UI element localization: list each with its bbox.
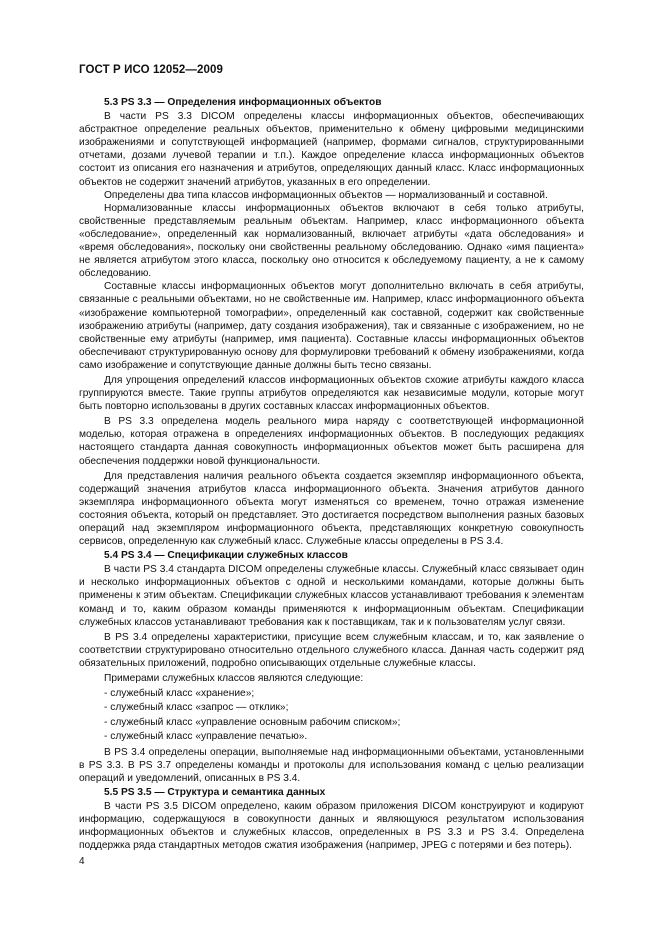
section-heading: 5.3 PS 3.3 — Определения информационных объектов <box>104 97 382 108</box>
list-item: - служебный класс «запрос — отклик»; <box>104 702 289 714</box>
paragraph: Нормализованные классы информационных объектов включают в себя только атрибуты, свойственные представляемым реальным объектам. Например, класс информационного объекта «обследование», определенный как нормализованный, включает атрибуты «дата обследования» и «время обследования», поскольку они свойственны реальному обследованию. Однако «имя пациента» не является атрибутом этого класса, поскольку оно относится к обследуемому пациенту, а не к самому обследованию. <box>79 202 584 280</box>
page-body <box>79 95 584 852</box>
list-item: - служебный класс «управление основным рабочим списком»; <box>104 716 401 728</box>
paragraph: В PS 3.4 определены операции, выполняемые над информационными объектами, установленными в PS 3.3. В PS 3.7 определены команды и протоколы для использования команд с целью реализации операций и уведомлений, описанных в PS 3.4. <box>79 746 584 784</box>
paragraph: Примерами служебных классов являются следующие: <box>104 673 364 685</box>
page-number: 4 <box>79 856 85 867</box>
paragraph: В части PS 3.3 DICOM определены классы информационных объектов, обеспечивающих абстрактное определение реальных объектов, применительно к обмену цифровыми медицинскими изображениями и сопутствующей информацией (например, формами сигналов, структурированными отчетами, дозами лучевой терапии и т.п.). Каждое определение класса информационных объектов состоит из описания его назначения и атрибутов, определяющих данный класс. Класс информационных объектов не содержит значений атрибутов, указанных в его определении. <box>79 111 584 188</box>
paragraph: Для упрощения определений классов информационных объектов схожие атрибуты каждого класса группируются вместе. Такие группы атрибутов определяются как независимые модули, которые могут быть повторно использованы в других составных классах информационных объектов. <box>79 374 584 413</box>
list-item: - служебный класс «хранение»; <box>104 687 255 699</box>
page-header: ГОСТ Р ИСО 12052—2009 <box>79 64 224 76</box>
paragraph: В PS 3.4 определены характеристики, присущие всем служебным классам, и то, как заявление о соответствии структурировано относительно отдельного служебного класса. Данная часть содержит ряд обязательных приложений, подробно описывающих отдельные служебные классы. <box>79 631 584 669</box>
list-item: - служебный класс «управление печатью». <box>104 731 308 743</box>
section-heading: 5.4 PS 3.4 — Спецификации служебных классов <box>104 550 348 562</box>
paragraph: Для представления наличия реального объекта создается экземпляр информационного объекта, содержащий значения атрибутов класса информационного объекта. Значения атрибутов данного экземпляра информационного объекта могут изменяться со временем, точно отражая изменение состояния объекта, который он представляет. Это достигается посредством выполнения разных базовых операций над экземпляром информационного объекта, представляющих конкретную совокупность сервисов, определенную как служебный класс. Служебные классы определены в PS 3.4. <box>79 470 584 548</box>
paragraph: В части PS 3.5 DICOM определено, каким образом приложения DICOM конструируют и кодируют информацию, содержащуюся в совокупности данных и являющуюся результатом использования информационных объектов и служебных классов, определенных в PS 3.3 и PS 3.4. Определена поддержка ряда стандартных методов сжатия изображения (например, JPEG с потерями и без потерь). <box>79 800 584 852</box>
paragraph: В части PS 3.4 стандарта DICOM определены служебные классы. Служебный класс связывает один и несколько информационных объектов с одной и несколькими командами, которые должны быть применены к этим объектам. Спецификации служебных классов устанавливают требования к элементам команд и то, каким образом команды применяются к информационным объектам. Спецификации служебных классов устанавливают требования как к поставщикам, так и к пользователям услуг связи. <box>79 564 584 628</box>
paragraph: Определены два типа классов информационных объектов — нормализованный и составной. <box>104 189 548 201</box>
paragraph: В PS 3.3 определена модель реального мира наряду с соответствующей информационной моделью, которая отражена в определениях информационных объектов. В последующих редакциях настоящего стандарта данная совокупность информационных объектов может быть расширена для обеспечения поддержки новой функциональности. <box>79 416 584 467</box>
section-heading: 5.5 PS 3.5 — Структура и семантика данных <box>104 786 326 798</box>
paragraph: Составные классы информационных объектов могут дополнительно включать в себя атрибуты, связанные с реальными объектами, но не свойственные им. Например, класс информационного объекта «изображение компьютерной томографии», определенный как составной, содержит как свойственные изображению атрибуты (например, дату создания изображения), так и связанные с изображением, но не свойственные ему атрибуты (например, имя пациента). Составные классы информационных объектов обеспечивают структурированную основу для формулировки требований к обмену изображениями, когда само изображение и сопутствующие данные должны быть тесно связаны. <box>79 281 584 371</box>
